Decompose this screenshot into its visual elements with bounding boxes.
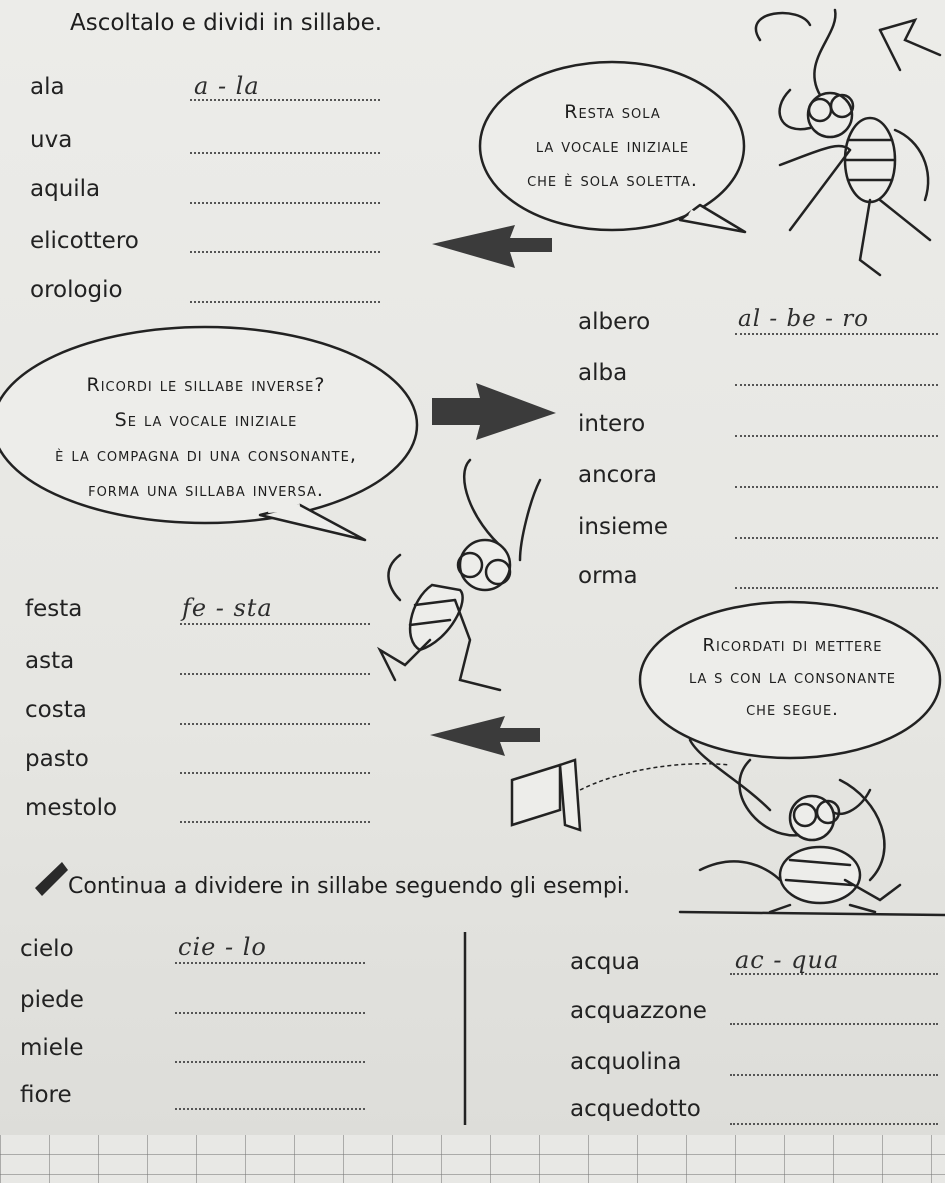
bubble-1-line-3: che è sola soletta. [527,169,698,191]
word-acquazzone: acquazzone [570,998,707,1024]
handwritten-answer-albero: al - be - ro [738,306,870,332]
bubble-2-line-1: Ricordi le sillabe inverse? [86,374,326,396]
answer-line-ancora[interactable] [735,485,938,488]
instruction-2: Continua a dividere in sillabe seguendo gli esempi. [68,874,630,899]
answer-line-acquedotto[interactable] [730,1122,938,1125]
answer-line-piede[interactable] [175,1011,365,1014]
handwritten-answer-ala: a - la [194,72,260,100]
answer-line-orologio[interactable] [190,300,380,303]
grid-paper-strip [0,1135,945,1183]
bubble-1-text [480,95,745,197]
word-uva: uva [30,127,73,153]
word-acqua: acqua [570,949,641,975]
answer-line-acquolina[interactable] [730,1073,938,1076]
word-ala: ala [30,74,65,100]
instruction-1: Ascoltalo e dividi in sillabe. [70,10,383,36]
arrow-right-2 [432,383,556,440]
bubble-3-line-2: la s con la consonante [688,667,897,688]
arrow-left-1 [432,225,552,268]
word-piede: piede [20,987,84,1013]
answer-line-mestolo[interactable] [180,820,370,823]
bubble-3-line-3: che segue. [746,699,839,720]
answer-line-aquila[interactable] [190,201,380,204]
word-alba: alba [578,360,628,386]
answer-line-uva[interactable] [190,151,380,154]
answer-line-festa[interactable] [180,622,370,625]
answer-line-orma[interactable] [735,586,938,589]
bubble-2-line-3: è la compagna di una consonante, [55,444,357,466]
bubble-2-line-4: forma una sillaba inversa. [88,479,324,501]
answer-line-acquazzone[interactable] [730,1022,938,1025]
bubble-2-line-2: Se la vocale iniziale [114,409,298,431]
handwritten-answer-festa: fe - sta [182,594,273,622]
bubble-2-text [0,368,412,508]
word-albero: albero [578,309,651,335]
arrow-left-3 [430,716,540,756]
answer-line-intero[interactable] [735,434,938,437]
answer-line-cielo[interactable] [175,961,365,964]
answer-line-miele[interactable] [175,1060,365,1063]
bubble-1-line-1: Resta sola [564,101,661,123]
pencil-icon [35,862,68,896]
answer-line-asta[interactable] [180,672,370,675]
word-orma: orma [578,563,638,589]
word-elicottero: elicottero [30,228,139,254]
answer-line-elicottero[interactable] [190,250,380,253]
answer-line-pasto[interactable] [180,771,370,774]
word-aquila: aquila [30,176,101,202]
word-festa: festa [25,596,83,622]
handwritten-answer-cielo: cie - lo [178,933,267,961]
bubble-3-text [650,630,935,726]
bubble-1-line-2: la vocale iniziale [535,135,690,157]
answer-line-insieme[interactable] [735,536,938,539]
megaphone-drawing [512,760,730,830]
word-acquedotto: acquedotto [570,1096,701,1122]
answer-line-costa[interactable] [180,722,370,725]
word-ancora: ancora [578,462,657,488]
word-cielo: cielo [20,936,74,962]
word-intero: intero [578,411,646,437]
handwritten-answer-acqua: ac - qua [735,946,840,974]
word-fiore: fiore [20,1082,72,1108]
bubble-3-line-1: Ricordati di mettere [702,635,883,656]
word-miele: miele [20,1035,84,1061]
word-mestolo: mestolo [25,795,118,821]
answer-line-albero[interactable] [735,332,938,335]
word-costa: costa [25,697,87,723]
insect-drawing-3 [680,740,945,915]
answer-line-alba[interactable] [735,383,938,386]
word-acquolina: acquolina [570,1049,682,1075]
word-insieme: insieme [578,514,669,540]
answer-line-fiore[interactable] [175,1107,365,1110]
word-orologio: orologio [30,277,123,303]
word-asta: asta [25,648,75,674]
insect-drawing-1 [756,10,940,275]
word-pasto: pasto [25,746,89,772]
